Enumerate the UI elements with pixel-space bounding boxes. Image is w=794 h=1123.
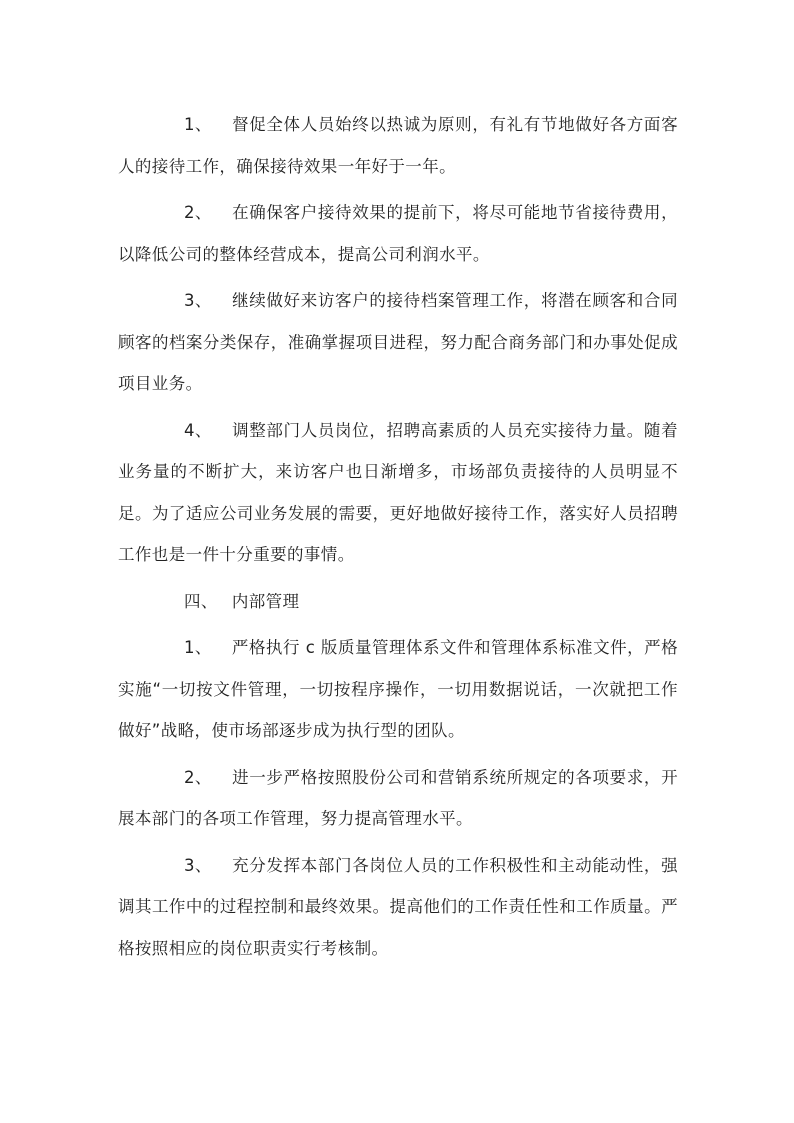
section-title: 内部管理: [231, 591, 300, 611]
paragraph-text: 进一步严格按照股份公司和营销系统所规定的各项要求，开展本部门的各项工作管理，努力提高管理水平。: [118, 767, 678, 828]
paragraph-text: 调整部门人员岗位，招聘高素质的人员充实接待力量。随着业务量的不断扩大，来访客户也日渐增多，市场部负责接待的人员明显不足。为了适应公司业务发展的需要，更好地做好接待工作，落实好人员招聘工作也是一件十分重要的事情。: [118, 420, 678, 564]
paragraph-text: 继续做好来访客户的接待档案管理工作，将潜在顾客和合同顾客的档案分类保存，准确掌握项目进程，努力配合商务部门和办事处促成项目业务。: [118, 291, 678, 393]
paragraph-item-3: [118, 280, 678, 405]
paragraph-number: 3、: [184, 855, 212, 875]
paragraph-item-7: [118, 845, 678, 970]
paragraph-item-5: [118, 627, 678, 752]
paragraph-number: 4、: [184, 420, 212, 440]
document-page: [118, 104, 678, 974]
paragraph-number: 2、: [184, 767, 212, 787]
paragraph-number: 1、: [184, 638, 212, 657]
paragraph-text: 在确保客户接待效果的提前下，将尽可能地节省接待费用，以降低公司的整体经营成本，提高公司利润水平。: [118, 203, 678, 264]
paragraph-text: 严格执行 c 版质量管理体系文件和管理体系标准文件，严格实施“一切按文件管理，一切按程序操作，一切用数据说话，一次就把工作做好”战略，使市场部逐步成为执行型的团队。: [118, 638, 678, 740]
section-heading-internal-management: [118, 581, 678, 623]
section-number: 四、: [184, 591, 218, 611]
paragraph-item-6: [118, 757, 678, 840]
paragraph-number: 3、: [184, 291, 212, 310]
paragraph-text: 充分发挥本部门各岗位人员的工作积极性和主动能动性，强调其工作中的过程控制和最终效果。提高他们的工作责任性和工作质量。严格按照相应的岗位职责实行考核制。: [118, 855, 678, 958]
paragraph-number: 2、: [184, 203, 212, 222]
paragraph-number: 1、: [184, 115, 212, 134]
paragraph-item-4: [118, 410, 678, 576]
paragraph-item-2: [118, 192, 678, 275]
paragraph-item-1: [118, 104, 678, 187]
paragraph-text: 督促全体人员始终以热诚为原则，有礼有节地做好各方面客人的接待工作，确保接待效果一年好于一年。: [118, 115, 678, 176]
